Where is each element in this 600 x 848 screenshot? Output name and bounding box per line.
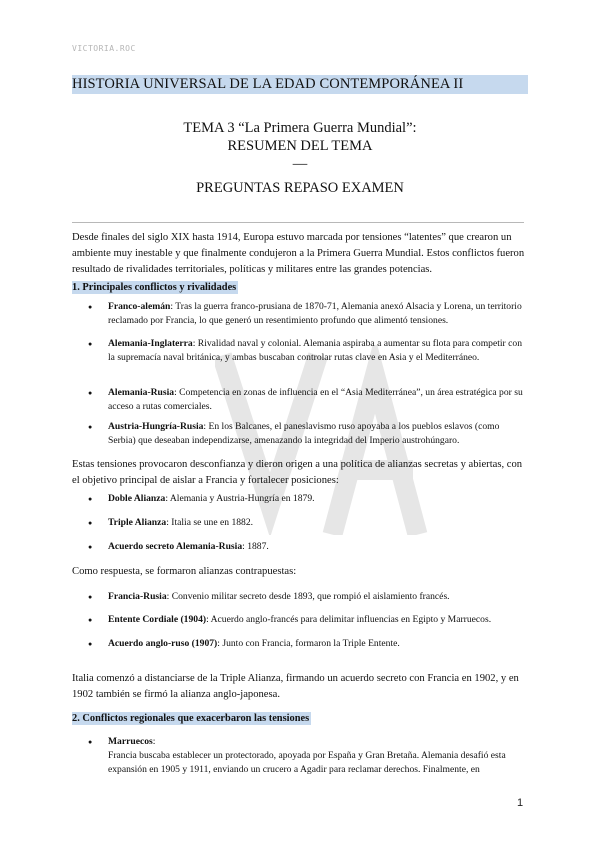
bullet-icon: ● xyxy=(88,593,93,601)
bullet-icon: ● xyxy=(88,340,93,348)
author-watermark: VICTORIA.ROC xyxy=(72,44,136,53)
list-item xyxy=(108,613,528,627)
list-item xyxy=(108,420,528,448)
item-text: : Tras la guerra franco-prusiana de 1870-71, Alemania anexó Alsacia y Lorena, un territorio reclamado por Francia, lo que generó un resentimiento profundo que alimentó tensiones. xyxy=(108,301,522,326)
list-item xyxy=(108,386,528,414)
item-text: : Italia se une en 1882. xyxy=(166,517,254,528)
bullet-icon: ● xyxy=(88,738,93,746)
item-name: Marruecos xyxy=(108,736,153,747)
intro-paragraph: Desde finales del siglo XIX hasta 1914, Europa estuvo marcada por tensiones “latentes” que crearon un ambiente muy inestable y que finalmente condujeron a la Primera Guerra Mundial. Estos conflictos fueron resultado de rivalidades territoriales, políticas y militares entre las grandes potencias. xyxy=(72,232,525,275)
item-name: Francia-Rusia xyxy=(108,591,167,602)
list-item xyxy=(108,516,528,530)
document-title: HISTORIA UNIVERSAL DE LA EDAD CONTEMPORÁNEA II xyxy=(72,75,528,94)
list-item xyxy=(108,337,528,365)
item-name: Acuerdo secreto Alemania-Rusia xyxy=(108,541,243,552)
bullet-icon: ● xyxy=(88,543,93,551)
item-name: Alemania-Rusia xyxy=(108,387,175,398)
bullet-icon: ● xyxy=(88,640,93,648)
alliances-paragraph: Estas tensiones provocaron desconfianza y dieron origen a una política de alianzas secretas y abiertas, con el objetivo principal de aislar a Francia y fortalecer posiciones: xyxy=(72,459,523,486)
section-heading-regional: 2. Conflictos regionales que exacerbaron las tensiones xyxy=(72,713,310,724)
item-name: Doble Alianza xyxy=(108,493,166,504)
item-text: : Junto con Francia, formaron la Triple Entente. xyxy=(217,638,400,649)
bullet-icon: ● xyxy=(88,495,93,503)
item-text: : Convenio militar secreto desde 1893, que rompió el aislamiento francés. xyxy=(166,591,450,602)
item-detail: Francia buscaba establecer un protectorado, apoyada por España y Gran Bretaña. Alemania desafió esta expansión en 1905 y 1911, enviando un crucero a Agadir para reclamar derechos. Finalmente, en xyxy=(108,750,506,775)
divider-line xyxy=(72,222,524,223)
list-item xyxy=(108,540,528,554)
resumen-heading: RESUMEN DEL TEMA xyxy=(227,138,373,154)
item-text: : Rivalidad naval y colonial. Alemania aspiraba a aumentar su flota para competir con la supremacía naval británica, y ambas buscaban controlar rutas clave en Asia y el Mediterráneo. xyxy=(108,338,522,363)
tema-heading: TEMA 3 “La Primera Guerra Mundial”: xyxy=(183,120,417,136)
item-name: Acuerdo anglo-ruso (1907) xyxy=(108,638,218,649)
bullet-icon: ● xyxy=(88,519,93,527)
item-text: : Alemania y Austria-Hungría en 1879. xyxy=(165,493,315,504)
page-number: 1 xyxy=(517,797,524,809)
heading-dash: — xyxy=(292,156,308,172)
counter-paragraph: Como respuesta, se formaron alianzas contrapuestas: xyxy=(72,566,297,577)
bullet-icon: ● xyxy=(88,389,93,397)
item-name: Triple Alianza xyxy=(108,517,167,528)
section-heading-conflicts: 1. Principales conflictos y rivalidades xyxy=(72,282,237,293)
item-name: Franco-alemán xyxy=(108,301,171,312)
list-item xyxy=(108,637,528,651)
bullet-icon: ● xyxy=(88,423,93,431)
italy-paragraph: Italia comenzó a distanciarse de la Triple Alianza, firmando un acuerdo secreto con Francia en 1902, y en 1902 también se firmó la alianza anglo-japonesa. xyxy=(72,673,519,700)
item-name: Entente Cordiale (1904) xyxy=(108,614,207,625)
list-item xyxy=(108,300,528,328)
item-text: : Competencia en zonas de influencia en el “Asia Mediterránea”, un área estratégica por su acceso a rutas comerciales. xyxy=(108,387,523,412)
bullet-icon: ● xyxy=(88,616,93,624)
list-item xyxy=(108,735,528,777)
item-text: : xyxy=(152,736,156,747)
item-name: Austria-Hungría-Rusia xyxy=(108,421,204,432)
item-text: : Acuerdo anglo-francés para delimitar influencias en Egipto y Marruecos. xyxy=(206,614,492,625)
list-item xyxy=(108,492,528,506)
item-name: Alemania-Inglaterra xyxy=(108,338,193,349)
bullet-icon: ● xyxy=(88,303,93,311)
item-text: : En los Balcanes, el paneslavismo ruso apoyaba a los pueblos eslavos (como Serbia) que deseaban independizarse, amenazando la integridad del Imperio austrohúngaro. xyxy=(108,421,500,446)
preguntas-heading: PREGUNTAS REPASO EXAMEN xyxy=(196,180,404,196)
list-item xyxy=(108,590,528,604)
item-text: : 1887. xyxy=(242,541,269,552)
